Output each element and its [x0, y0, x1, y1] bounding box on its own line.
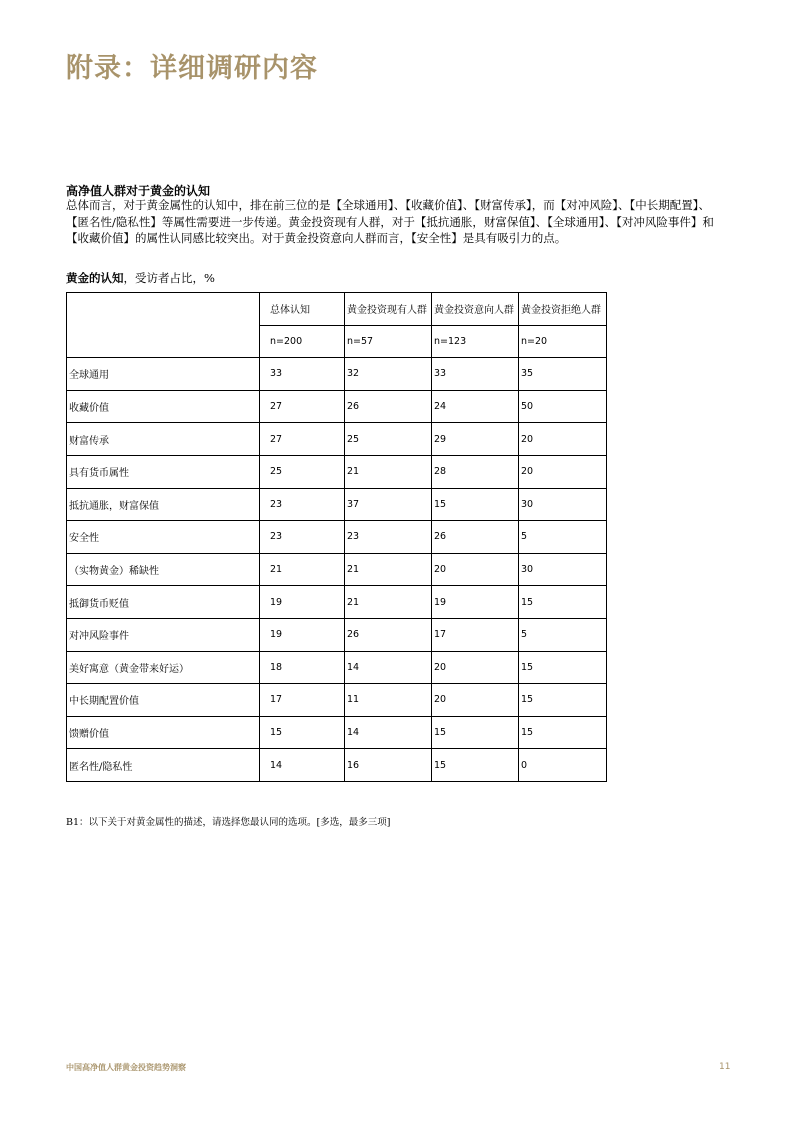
table-cell: 30 [519, 553, 607, 586]
table-cell: 5 [519, 618, 607, 651]
table-row [67, 651, 607, 684]
table-cell: 20 [432, 684, 519, 717]
column-header: 黄金投资意向人群 [432, 293, 519, 326]
table-cell: 20 [432, 553, 519, 586]
table-row [67, 684, 607, 717]
table-cell: 16 [345, 749, 432, 782]
table-row [67, 716, 607, 749]
table-cell: 21 [345, 586, 432, 619]
table-cell: 15 [432, 716, 519, 749]
row-label: 抵御货币贬值 [67, 586, 260, 619]
row-label: 抵抗通胀，财富保值 [67, 488, 260, 521]
table-cell: 15 [432, 488, 519, 521]
table-cell: 15 [519, 684, 607, 717]
row-label: 美好寓意（黄金带来好运） [67, 651, 260, 684]
table-row [67, 521, 607, 554]
table-cell: 23 [260, 488, 345, 521]
table-cell: 17 [260, 684, 345, 717]
table-row [67, 488, 607, 521]
row-label: 财富传承 [67, 423, 260, 456]
row-label: 中长期配置价值 [67, 684, 260, 717]
table-cell: 20 [432, 651, 519, 684]
table-cell: 37 [345, 488, 432, 521]
column-header: 黄金投资拒绝人群 [519, 293, 607, 326]
table-cell: 32 [345, 358, 432, 391]
table-cell: 24 [432, 390, 519, 423]
table-cell: 26 [345, 390, 432, 423]
table-cell: 14 [345, 716, 432, 749]
table-cell: 0 [519, 749, 607, 782]
table-cell: 17 [432, 618, 519, 651]
table-cell: 21 [345, 553, 432, 586]
sample-size: n=57 [345, 325, 432, 358]
table-cell: 30 [519, 488, 607, 521]
table-cell: 15 [432, 749, 519, 782]
row-label: 对冲风险事件 [67, 618, 260, 651]
row-label: 安全性 [67, 521, 260, 554]
row-label: 全球通用 [67, 358, 260, 391]
sample-size: n=20 [519, 325, 607, 358]
table-cell: 19 [260, 618, 345, 651]
table-cell: 27 [260, 423, 345, 456]
footnote: B1：以下关于对黄金属性的描述，请选择您最认同的选项。[多选，最多三项] [66, 817, 391, 828]
section-heading: 高净值人群对于黄金的认知 [66, 184, 211, 198]
footer-title: 中国高净值人群黄金投资趋势洞察 [66, 1063, 186, 1072]
table-cell: 14 [345, 651, 432, 684]
row-label: 收藏价值 [67, 390, 260, 423]
page-title: 附录：详细调研内容 [66, 53, 318, 84]
row-label: （实物黄金）稀缺性 [67, 553, 260, 586]
table-cell: 25 [345, 423, 432, 456]
table-cell: 23 [260, 521, 345, 554]
table-row [67, 618, 607, 651]
table-cell: 18 [260, 651, 345, 684]
table-caption-rest: ，受访者占比，% [123, 271, 215, 285]
table-cell: 21 [345, 455, 432, 488]
table-cell: 33 [432, 358, 519, 391]
table-cell: 19 [260, 586, 345, 619]
table-cell: 15 [519, 716, 607, 749]
table-cell: 23 [345, 521, 432, 554]
gold-perception-table [66, 292, 607, 782]
table-cell: 20 [519, 455, 607, 488]
table-cell: 15 [519, 651, 607, 684]
table-cell: 50 [519, 390, 607, 423]
row-label: 具有货币属性 [67, 455, 260, 488]
page-number: 11 [719, 1062, 731, 1072]
table-row [67, 586, 607, 619]
table-cell: 14 [260, 749, 345, 782]
table-cell: 26 [345, 618, 432, 651]
intro-paragraph: 总体而言，对于黄金属性的认知中，排在前三位的是【全球通用】、【收藏价值】、【财富传承】，而【对冲风险】、【中长期配置】、【匿名性/隐私性】等属性需要进一步传递。黄金投资现有人群，对于【抵抗通胀，财富保值】、【全球通用】、【对冲风险事件】和【收藏价值】的属性认同感比较突出。对于黄金投资意向人群而言，【安全性】是具有吸引力的点。 [66, 198, 714, 245]
table-row [67, 423, 607, 456]
table-cell: 29 [432, 423, 519, 456]
table-cell: 25 [260, 455, 345, 488]
table-row [67, 553, 607, 586]
table-cell: 28 [432, 455, 519, 488]
sample-size: n=123 [432, 325, 519, 358]
table-cell: 11 [345, 684, 432, 717]
table-cell: 5 [519, 521, 607, 554]
table-cell: 20 [519, 423, 607, 456]
table-row [67, 390, 607, 423]
table-caption [66, 270, 215, 286]
table-header-row [67, 293, 607, 326]
row-label: 馈赠价值 [67, 716, 260, 749]
table-cell: 35 [519, 358, 607, 391]
table-corner-cell [67, 293, 260, 358]
table-row [67, 358, 607, 391]
sample-size: n=200 [260, 325, 345, 358]
table-cell: 26 [432, 521, 519, 554]
table-row [67, 455, 607, 488]
table-caption-bold: 黄金的认知 [66, 271, 124, 285]
row-label: 匿名性/隐私性 [67, 749, 260, 782]
table-cell: 15 [260, 716, 345, 749]
table-cell: 15 [519, 586, 607, 619]
table-cell: 33 [260, 358, 345, 391]
table-cell: 27 [260, 390, 345, 423]
table-cell: 21 [260, 553, 345, 586]
table-row [67, 749, 607, 782]
table-cell: 19 [432, 586, 519, 619]
column-header: 黄金投资现有人群 [345, 293, 432, 326]
column-header: 总体认知 [260, 293, 345, 326]
